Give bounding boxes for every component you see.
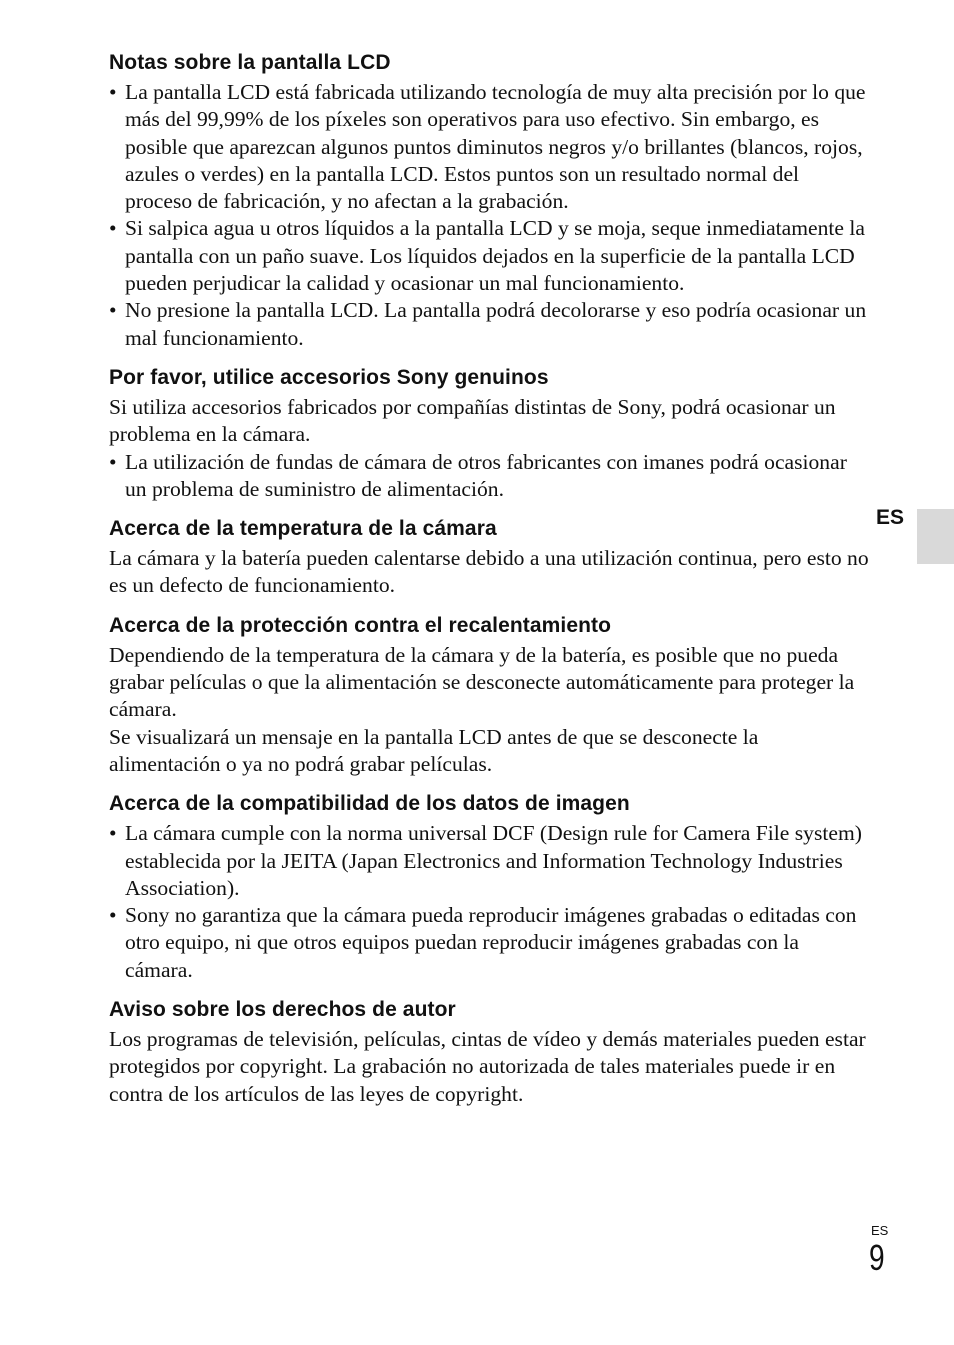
bullet-point-icon: • (109, 298, 117, 323)
section-body (109, 1026, 869, 1108)
section-heading: Acerca de la protección contra el recalentamiento (109, 613, 612, 637)
document-section (109, 996, 869, 1108)
bullet-item (109, 902, 869, 984)
bullet-text: Si salpica agua u otros líquidos a la pantalla LCD y se moja, seque inmediatamente la pantalla con un paño suave. Los líquidos dejados en la superficie de la pantalla LCD pueden perjudicar la calidad y ocasionar un mal funcionamiento. (125, 216, 865, 296)
bullet-list (109, 79, 869, 352)
bullet-item (109, 820, 869, 902)
bullet-point-icon: • (109, 821, 117, 846)
bullet-list (109, 820, 869, 984)
bullet-item (109, 449, 869, 504)
paragraph: Si utiliza accesorios fabricados por compañías distintas de Sony, podrá ocasionar un problema en la cámara. (109, 394, 836, 447)
document-section (109, 515, 869, 600)
page-language-label: ES (871, 1223, 889, 1238)
bullet-text: La cámara cumple con la norma universal DCF (Design rule for Camera File system) establecida por la JEITA (Japan Electronics and Information Technology Industries Association). (125, 821, 862, 900)
bullet-text: No presione la pantalla LCD. La pantalla podrá decolorarse y eso podría ocasionar un mal funcionamiento. (125, 298, 867, 350)
section-heading: Por favor, utilice accesorios Sony genuinos (109, 365, 549, 389)
bullet-item (109, 297, 869, 352)
bullet-text: Sony no garantiza que la cámara pueda reproducir imágenes grabadas o editadas con otro equipo, ni que otros equipos puedan reproducir imágenes grabadas con la cámara. (125, 903, 857, 982)
page-content (109, 49, 869, 1120)
section-heading: Acerca de la compatibilidad de los datos de imagen (109, 792, 630, 816)
language-tab-label: ES (876, 506, 905, 529)
bullet-item (109, 215, 869, 297)
section-body (109, 545, 869, 600)
document-section (109, 49, 869, 352)
section-heading: Aviso sobre los derechos de autor (109, 998, 456, 1022)
document-section (109, 790, 869, 984)
bullet-text: La utilización de fundas de cámara de otros fabricantes con imanes podrá ocasionar un problema de suministro de alimentación. (125, 449, 847, 501)
paragraph: La cámara y la batería pueden calentarse debido a una utilización continua, pero esto no es un defecto de funcionamiento. (109, 546, 869, 598)
document-section (109, 612, 869, 778)
bullet-point-icon: • (109, 80, 117, 104)
bullet-list (109, 449, 869, 504)
bullet-text: La pantalla LCD está fabricada utilizando tecnología de muy alta precisión por lo que más del 99,99% de los píxeles son operativos para uso efectivo. Sin embargo, es posible que aparezcan algunos puntos diminutos negros y/o brillantes (blancos, rojos, azules o verdes) en la pantalla LCD. Estos puntos son un resultado normal del proceso de fabricación, y no afectan a la grabación. (125, 80, 866, 214)
section-body (109, 394, 869, 503)
document-section (109, 364, 869, 503)
section-body (109, 79, 869, 352)
section-body (109, 820, 869, 984)
section-heading: Notas sobre la pantalla LCD (109, 51, 391, 74)
bullet-point-icon: • (109, 216, 117, 241)
page-number: 9 (869, 1237, 885, 1278)
paragraph: Dependiendo de la temperatura de la cámara y de la batería, es posible que no pueda grabar películas o que la alimentación se desconecte automáticamente para proteger la cámara. (109, 642, 855, 722)
bullet-point-icon: • (109, 903, 117, 928)
language-tab-marker (917, 509, 954, 564)
section-heading: Acerca de la temperatura de la cámara (109, 517, 497, 541)
section-body (109, 642, 869, 778)
bullet-item (109, 79, 869, 215)
paragraph: Los programas de televisión, películas, cintas de vídeo y demás materiales pueden estar protegidos por copyright. La grabación no autorizada de tales materiales puede ir en contra de los artículos de las leyes de copyright. (109, 1027, 866, 1106)
bullet-point-icon: • (109, 449, 117, 474)
paragraph: Se visualizará un mensaje en la pantalla LCD antes de que se desconecte la alimentación o ya no podrá grabar películas. (109, 724, 759, 776)
